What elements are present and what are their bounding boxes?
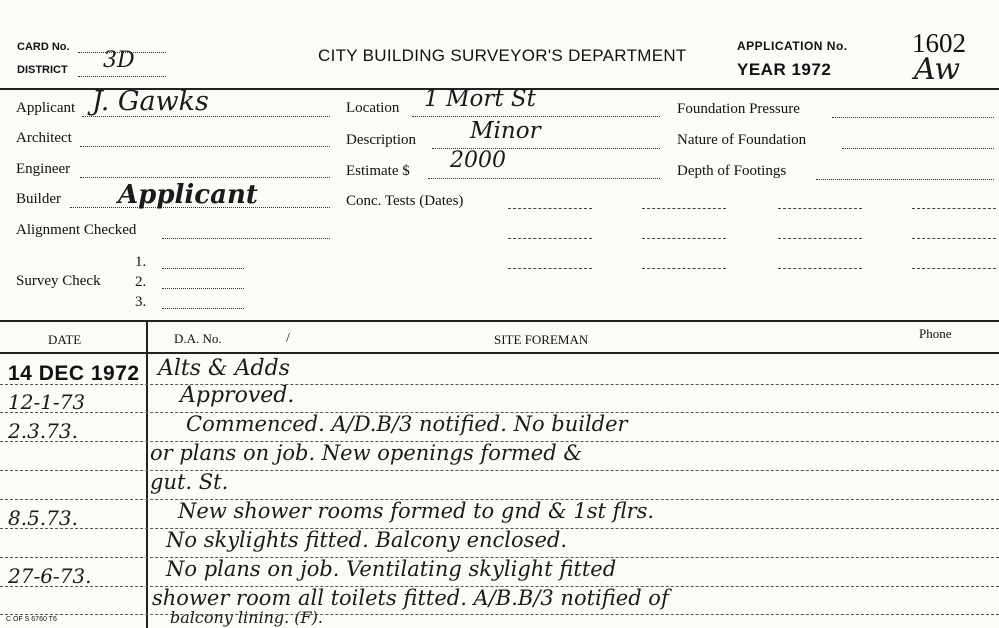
conc-line bbox=[508, 268, 592, 269]
entry-date: 14 DEC 1972 bbox=[8, 362, 140, 385]
applicant-value: J. Gawks bbox=[92, 86, 209, 117]
description-label: Description bbox=[346, 132, 416, 148]
entry-text: Commenced. A/D.B/3 notified. No builder bbox=[186, 412, 628, 436]
conc-tests-label: Conc. Tests (Dates) bbox=[346, 193, 464, 209]
application-no-value: 1602 bbox=[912, 28, 966, 58]
conc-line bbox=[912, 238, 996, 239]
year-label: YEAR 1972 bbox=[737, 60, 832, 79]
entry-date: 2.3.73. bbox=[8, 419, 78, 443]
estimate-value: 2000 bbox=[450, 148, 506, 173]
engineer-label: Engineer bbox=[16, 161, 71, 177]
da-slash: / bbox=[286, 331, 290, 346]
builder-value: Applicant bbox=[118, 180, 258, 210]
table-top-border bbox=[0, 320, 999, 322]
phone-header: Phone bbox=[919, 326, 952, 341]
entry-date: 12-1-73 bbox=[8, 390, 86, 414]
entry-text: balcony lining. (F). bbox=[170, 608, 323, 627]
site-foreman-header: SITE FOREMAN bbox=[494, 332, 589, 347]
conc-line bbox=[912, 208, 996, 209]
survey-num-3: 3. bbox=[135, 294, 147, 310]
district-value: 3D bbox=[103, 48, 135, 73]
builder-label: Builder bbox=[16, 191, 61, 207]
conc-line bbox=[508, 238, 592, 239]
district-line bbox=[78, 76, 166, 77]
conc-line bbox=[508, 208, 592, 209]
entry-text: No skylights fitted. Balcony enclosed. bbox=[166, 528, 567, 552]
initials: Aw bbox=[914, 52, 960, 87]
location-line bbox=[412, 116, 660, 117]
architect-line bbox=[80, 146, 330, 147]
date-header: DATE bbox=[48, 332, 82, 347]
date-column-divider bbox=[146, 321, 148, 628]
survey-line-2 bbox=[162, 288, 244, 289]
foundation-pressure-label: Foundation Pressure bbox=[677, 101, 800, 117]
applicant-label: Applicant bbox=[16, 100, 76, 116]
conc-line bbox=[912, 268, 996, 269]
da-header: D.A. No. bbox=[174, 331, 222, 346]
entry-text: or plans on job. New openings formed & bbox=[150, 441, 583, 465]
depth-footings-label: Depth of Footings bbox=[677, 163, 787, 179]
engineer-line bbox=[80, 177, 330, 178]
architect-label: Architect bbox=[16, 130, 72, 146]
location-value: 1 Mort St bbox=[424, 86, 536, 112]
depth-footings-line bbox=[816, 179, 994, 180]
entry-text: shower room all toilets fitted. A/B.B/3 notified of bbox=[152, 586, 669, 610]
foundation-pressure-line bbox=[832, 117, 994, 118]
department-title: CITY BUILDING SURVEYOR'S DEPARTMENT bbox=[318, 46, 687, 65]
survey-num-2: 2. bbox=[135, 274, 147, 290]
conc-line bbox=[778, 268, 862, 269]
conc-line bbox=[642, 268, 726, 269]
form-code: C OF S 6760 T6 bbox=[6, 616, 57, 623]
conc-line bbox=[642, 238, 726, 239]
entry-date: 8.5.73. bbox=[8, 506, 78, 530]
description-value: Minor bbox=[470, 118, 541, 144]
entry-date: 27-6-73. bbox=[8, 564, 92, 588]
alignment-label: Alignment Checked bbox=[16, 222, 137, 238]
survey-line-3 bbox=[162, 308, 244, 309]
application-no-label: APPLICATION No. bbox=[737, 39, 848, 53]
estimate-line bbox=[428, 178, 660, 179]
row-line bbox=[0, 614, 999, 615]
table-header-border bbox=[0, 352, 999, 354]
conc-line bbox=[778, 208, 862, 209]
entry-text: No plans on job. Ventilating skylight fitted bbox=[166, 557, 617, 581]
row-line bbox=[0, 384, 999, 385]
survey-line-1 bbox=[162, 268, 244, 269]
alignment-line bbox=[162, 238, 330, 239]
nature-foundation-line bbox=[842, 148, 994, 149]
nature-foundation-label: Nature of Foundation bbox=[677, 132, 807, 148]
entry-text: New shower rooms formed to gnd & 1st flrs. bbox=[178, 499, 655, 523]
survey-num-1: 1. bbox=[135, 254, 147, 270]
entry-text: Approved. bbox=[180, 383, 295, 408]
card-no-label: CARD No. bbox=[17, 41, 70, 53]
entry-text: gut. St. bbox=[150, 470, 229, 494]
survey-check-label: Survey Check bbox=[16, 273, 101, 289]
district-label: DISTRICT bbox=[17, 64, 68, 76]
entry-text: Alts & Adds bbox=[158, 356, 290, 381]
conc-line bbox=[778, 238, 862, 239]
estimate-label: Estimate $ bbox=[346, 163, 410, 179]
location-label: Location bbox=[346, 100, 400, 116]
conc-line bbox=[642, 208, 726, 209]
